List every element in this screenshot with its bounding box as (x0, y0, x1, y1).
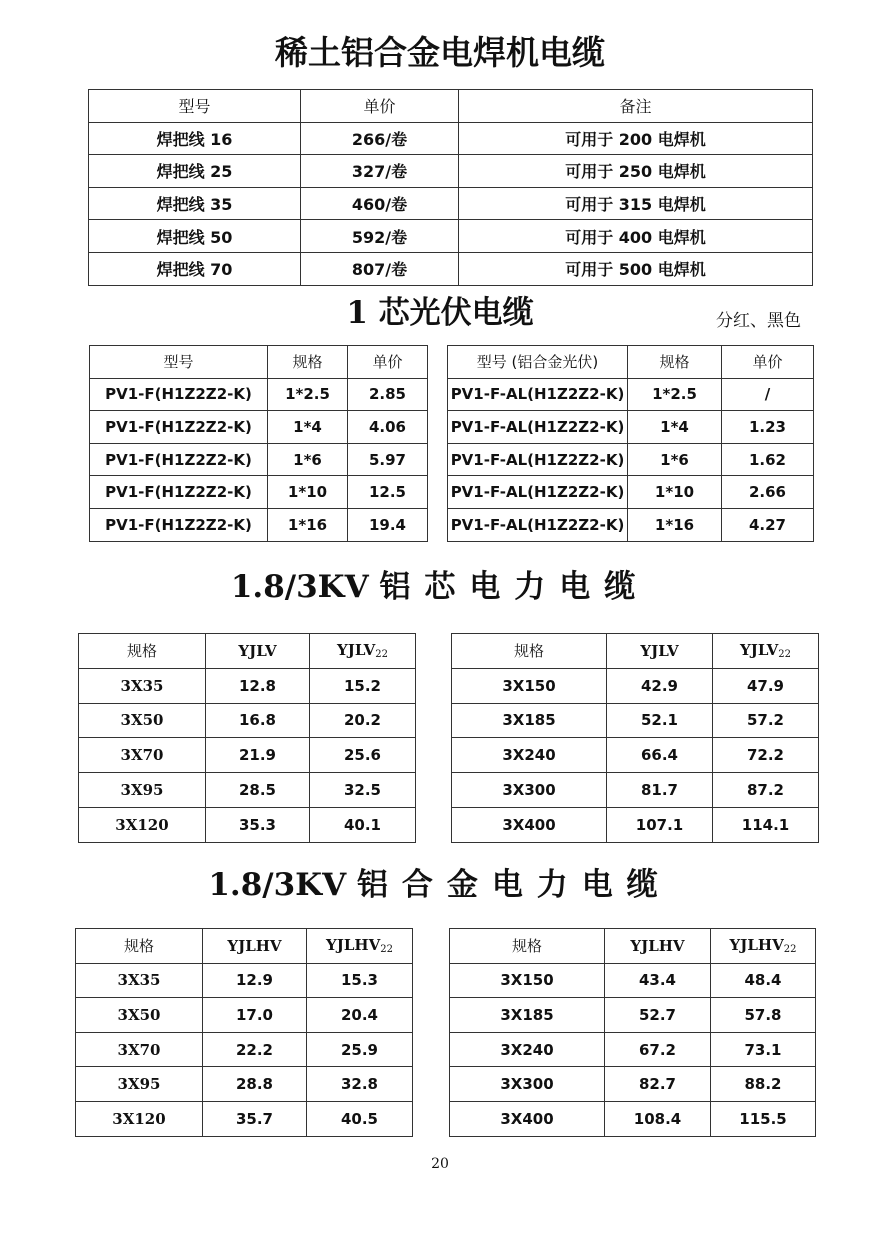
header-yjlv22-right: $YJLV_{22}$ (713, 634, 819, 669)
header-yjlv-right: YJLV (607, 634, 713, 669)
header-price: 单价 (301, 90, 459, 123)
table-row (89, 155, 813, 188)
table-cell: 焊把线 35 (89, 187, 301, 220)
section4-title-prefix: 1.8/3KV (208, 867, 347, 903)
header-model-right: 型号 (铝合金光伏) (448, 346, 628, 379)
table-gap (428, 378, 448, 411)
table-cell: 48.4 (711, 963, 816, 998)
header-model: 型号 (89, 90, 301, 123)
table-header-row (89, 90, 813, 123)
table-cell: 1*2.5 (268, 378, 348, 411)
table-row (76, 963, 816, 998)
table-row (79, 773, 819, 808)
table-cell: PV1-F-AL(H1Z2Z2-K) (448, 443, 628, 476)
table-cell: 3X300 (450, 1067, 605, 1102)
table-cell: 3X150 (452, 668, 607, 703)
table-cell: 可用于 500 电焊机 (459, 252, 813, 285)
table-gap (413, 929, 450, 964)
table-row (89, 252, 813, 285)
table-cell: 1*6 (268, 443, 348, 476)
table-gap (413, 998, 450, 1033)
table-cell: 1*16 (628, 508, 722, 541)
table-cell: 40.5 (307, 1101, 413, 1136)
table-cell: 焊把线 16 (89, 122, 301, 155)
table-row (76, 1032, 816, 1067)
table-cell: 57.2 (713, 703, 819, 738)
table-cell: 3X240 (452, 738, 607, 773)
table-gap (428, 346, 448, 379)
table-cell: 1*10 (268, 476, 348, 509)
table-cell: 可用于 400 电焊机 (459, 220, 813, 253)
table-gap (413, 963, 450, 998)
table-cell: 1*4 (268, 411, 348, 444)
table-cell: 5.97 (348, 443, 428, 476)
section4-title-rest: 铝合金电力电缆 (356, 867, 672, 903)
table-cell: 42.9 (607, 668, 713, 703)
table-row (90, 476, 814, 509)
header-yjlv-left: YJLV (206, 634, 310, 669)
table-cell: 108.4 (605, 1101, 711, 1136)
table-gap (428, 411, 448, 444)
alloy-power-cable-table (75, 928, 816, 1137)
header-remark: 备注 (459, 90, 813, 123)
table-cell: PV1-F(H1Z2Z2-K) (90, 443, 268, 476)
header-spec-left: 规格 (268, 346, 348, 379)
header-yjlhv-left: YJLHV (203, 929, 307, 964)
section3-title-prefix: 1.8/3KV (230, 569, 369, 605)
table-cell: 1*4 (628, 411, 722, 444)
table-gap (413, 1032, 450, 1067)
header-price-left: 单价 (348, 346, 428, 379)
table-row (90, 378, 814, 411)
table-cell: 16.8 (206, 703, 310, 738)
table-cell: 1.23 (722, 411, 814, 444)
table-header-row (76, 929, 816, 964)
table-cell: 12.8 (206, 668, 310, 703)
table-cell: 807/卷 (301, 252, 459, 285)
table-cell: 3X70 (76, 1032, 203, 1067)
table-cell: 17.0 (203, 998, 307, 1033)
table-gap (416, 738, 452, 773)
header-spec-right: 规格 (628, 346, 722, 379)
table-cell: 460/卷 (301, 187, 459, 220)
header-yjlv22-left: $YJLV_{22}$ (310, 634, 416, 669)
table-cell: 3X50 (79, 703, 206, 738)
table-cell: 3X185 (450, 998, 605, 1033)
table-cell: PV1-F-AL(H1Z2Z2-K) (448, 508, 628, 541)
table-cell: 115.5 (711, 1101, 816, 1136)
table-cell: 67.2 (605, 1032, 711, 1067)
table-cell: 22.2 (203, 1032, 307, 1067)
table-cell: 82.7 (605, 1067, 711, 1102)
table-cell: / (722, 378, 814, 411)
table-cell: 35.3 (206, 807, 310, 842)
table-cell: 3X400 (452, 807, 607, 842)
table-cell: 15.3 (307, 963, 413, 998)
header-yjlhv22-right: $YJLHV_{22}$ (711, 929, 816, 964)
table-row (89, 122, 813, 155)
table-cell: PV1-F-AL(H1Z2Z2-K) (448, 476, 628, 509)
table-cell: 32.8 (307, 1067, 413, 1102)
table-cell: 20.4 (307, 998, 413, 1033)
table-cell: 1*6 (628, 443, 722, 476)
table-cell: 4.27 (722, 508, 814, 541)
table-cell: 12.9 (203, 963, 307, 998)
table-cell: 32.5 (310, 773, 416, 808)
table-cell: 3X120 (79, 807, 206, 842)
section4-title (0, 867, 880, 903)
section3-title-rest: 铝芯电力电缆 (379, 569, 650, 605)
table-row (89, 220, 813, 253)
table-row (79, 703, 819, 738)
table-cell: 1*16 (268, 508, 348, 541)
table-row (76, 1067, 816, 1102)
table-gap (428, 476, 448, 509)
table-header-row (79, 634, 819, 669)
table-cell: 3X400 (450, 1101, 605, 1136)
table-cell: 2.66 (722, 476, 814, 509)
table-gap (428, 508, 448, 541)
table-cell: 焊把线 25 (89, 155, 301, 188)
table-cell: PV1-F-AL(H1Z2Z2-K) (448, 411, 628, 444)
table-cell: 3X95 (79, 773, 206, 808)
table-gap (416, 773, 452, 808)
table-cell: 81.7 (607, 773, 713, 808)
table-cell: 35.7 (203, 1101, 307, 1136)
table-cell: 3X70 (79, 738, 206, 773)
table-cell: 73.1 (711, 1032, 816, 1067)
table-cell: 2.85 (348, 378, 428, 411)
pv-cable-table (89, 345, 814, 542)
table-cell: 25.9 (307, 1032, 413, 1067)
table-cell: 40.1 (310, 807, 416, 842)
header-yjlhv-right: YJLHV (605, 929, 711, 964)
al-power-cable-table (78, 633, 819, 843)
table-gap (416, 807, 452, 842)
table-cell: 87.2 (713, 773, 819, 808)
table-cell: 114.1 (713, 807, 819, 842)
header-model-left: 型号 (90, 346, 268, 379)
table-cell: 20.2 (310, 703, 416, 738)
table-row (90, 411, 814, 444)
header-spec-right: 规格 (450, 929, 605, 964)
table-cell: 4.06 (348, 411, 428, 444)
header-spec-left: 规格 (76, 929, 203, 964)
table-cell: 1*2.5 (628, 378, 722, 411)
table-row (79, 668, 819, 703)
table-cell: 1.62 (722, 443, 814, 476)
table-row (89, 187, 813, 220)
section2-title: 1 芯光伏电缆 (346, 295, 534, 331)
table-cell: 3X185 (452, 703, 607, 738)
table-cell: 43.4 (605, 963, 711, 998)
table-row (90, 508, 814, 541)
table-cell: PV1-F(H1Z2Z2-K) (90, 378, 268, 411)
header-spec-left: 规格 (79, 634, 206, 669)
table-cell: 可用于 250 电焊机 (459, 155, 813, 188)
table-cell: 3X150 (450, 963, 605, 998)
table-cell: 3X240 (450, 1032, 605, 1067)
color-note: 分红、黑色 (716, 311, 801, 331)
table-cell: 焊把线 70 (89, 252, 301, 285)
table-gap (416, 668, 452, 703)
section3-title (0, 569, 880, 605)
table-gap (416, 703, 452, 738)
table-cell: 47.9 (713, 668, 819, 703)
page-number: 20 (431, 1156, 449, 1172)
table-header-row (90, 346, 814, 379)
table-cell: 28.8 (203, 1067, 307, 1102)
table-row (90, 443, 814, 476)
table-cell: 88.2 (711, 1067, 816, 1102)
section1-title: 稀土铝合金电焊机电缆 (275, 33, 605, 72)
table-cell: 66.4 (607, 738, 713, 773)
table-row (76, 1101, 816, 1136)
table-cell: PV1-F(H1Z2Z2-K) (90, 508, 268, 541)
table-cell: 52.1 (607, 703, 713, 738)
table-gap (416, 634, 452, 669)
table-cell: 21.9 (206, 738, 310, 773)
table-gap (428, 443, 448, 476)
table-gap (413, 1067, 450, 1102)
table-cell: 107.1 (607, 807, 713, 842)
table-cell: 19.4 (348, 508, 428, 541)
table-cell: 57.8 (711, 998, 816, 1033)
header-spec-right: 规格 (452, 634, 607, 669)
table-row (76, 998, 816, 1033)
table-gap (413, 1101, 450, 1136)
table-cell: 15.2 (310, 668, 416, 703)
table-cell: PV1-F-AL(H1Z2Z2-K) (448, 378, 628, 411)
table-cell: 266/卷 (301, 122, 459, 155)
table-cell: 327/卷 (301, 155, 459, 188)
table-row (79, 738, 819, 773)
table-cell: PV1-F(H1Z2Z2-K) (90, 476, 268, 509)
table-cell: 25.6 (310, 738, 416, 773)
table-cell: 可用于 200 电焊机 (459, 122, 813, 155)
table-cell: 焊把线 50 (89, 220, 301, 253)
table-cell: 3X35 (79, 668, 206, 703)
table-cell: 28.5 (206, 773, 310, 808)
table-cell: 3X120 (76, 1101, 203, 1136)
table-cell: PV1-F(H1Z2Z2-K) (90, 411, 268, 444)
table-cell: 12.5 (348, 476, 428, 509)
table-cell: 72.2 (713, 738, 819, 773)
header-yjlhv22-left: $YJLHV_{22}$ (307, 929, 413, 964)
table-cell: 1*10 (628, 476, 722, 509)
welding-cable-table (88, 89, 813, 286)
header-price-right: 单价 (722, 346, 814, 379)
table-row (79, 807, 819, 842)
table-cell: 592/卷 (301, 220, 459, 253)
table-cell: 3X50 (76, 998, 203, 1033)
table-cell: 3X35 (76, 963, 203, 998)
table-cell: 52.7 (605, 998, 711, 1033)
table-cell: 可用于 315 电焊机 (459, 187, 813, 220)
table-cell: 3X95 (76, 1067, 203, 1102)
table-cell: 3X300 (452, 773, 607, 808)
